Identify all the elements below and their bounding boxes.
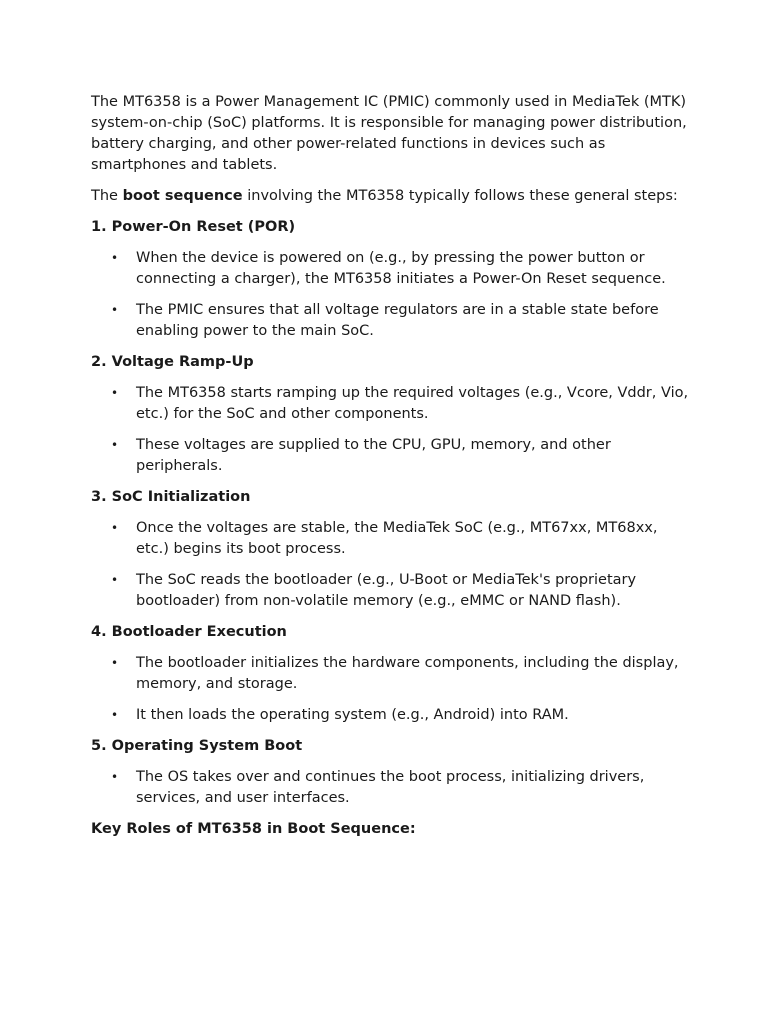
list-item-text: When the device is powered on (e.g., by pressing the power button or connecting a charger), the MT6358 initiates a Power-On Reset sequence. (136, 250, 666, 287)
bullet-icon: • (111, 770, 119, 784)
bullet-icon: • (111, 251, 119, 265)
list-item-text: It then loads the operating system (e.g., Android) into RAM. (136, 707, 569, 723)
section-list (91, 383, 691, 477)
boot-intro-before: The (91, 188, 123, 204)
bullet-icon: • (111, 386, 119, 400)
list-item-text: The OS takes over and continues the boot process, initializing drivers, services, and user interfaces. (136, 769, 645, 806)
list-item (91, 705, 691, 726)
list-item-text: Once the voltages are stable, the MediaTek SoC (e.g., MT67xx, MT68xx, etc.) begins its boot process. (136, 520, 658, 557)
section-heading: 2. Voltage Ramp-Up (91, 354, 254, 370)
list-item (91, 383, 691, 425)
boot-intro-bold: boot sequence (122, 188, 243, 204)
section-heading: 5. Operating System Boot (91, 738, 303, 754)
bullet-icon: • (111, 438, 119, 452)
list-item-text: The SoC reads the bootloader (e.g., U-Boot or MediaTek's proprietary bootloader) from non-volatile memory (e.g., eMMC or NAND flash). (136, 572, 637, 609)
section-list (91, 653, 691, 726)
list-item (91, 300, 691, 342)
list-item (91, 435, 691, 477)
boot-intro-paragraph (91, 186, 691, 207)
bullet-icon: • (111, 708, 119, 722)
list-item (91, 767, 691, 809)
section-heading: 3. SoC Initialization (91, 489, 251, 505)
list-item (91, 248, 691, 290)
list-item (91, 570, 691, 612)
bullet-icon: • (111, 656, 119, 670)
section-heading: 1. Power-On Reset (POR) (91, 219, 296, 235)
boot-intro-after: involving the MT6358 typically follows these general steps: (242, 188, 678, 204)
list-item-text: The PMIC ensures that all voltage regulators are in a stable state before enabling power to the main SoC. (136, 302, 659, 339)
document-page (91, 92, 691, 850)
bullet-icon: • (111, 573, 119, 587)
list-item (91, 518, 691, 560)
section-list (91, 518, 691, 612)
list-item (91, 653, 691, 695)
section-heading: 4. Bootloader Execution (91, 624, 287, 640)
list-item-text: The MT6358 starts ramping up the required voltages (e.g., Vcore, Vddr, Vio, etc.) for the SoC and other components. (136, 385, 689, 422)
bullet-icon: • (111, 521, 119, 535)
bullet-icon: • (111, 303, 119, 317)
key-roles-heading: Key Roles of MT6358 in Boot Sequence: (91, 821, 416, 837)
section-list (91, 767, 691, 809)
intro-paragraph: The MT6358 is a Power Management IC (PMIC) commonly used in MediaTek (MTK) system-on-chip (SoC) platforms. It is responsible for managing power distribution, battery charging, and other power-related functions in devices such as smartphones and tablets. (91, 94, 687, 173)
list-item-text: The bootloader initializes the hardware components, including the display, memory, and storage. (136, 655, 679, 692)
list-item-text: These voltages are supplied to the CPU, GPU, memory, and other peripherals. (136, 437, 611, 474)
section-list (91, 248, 691, 342)
